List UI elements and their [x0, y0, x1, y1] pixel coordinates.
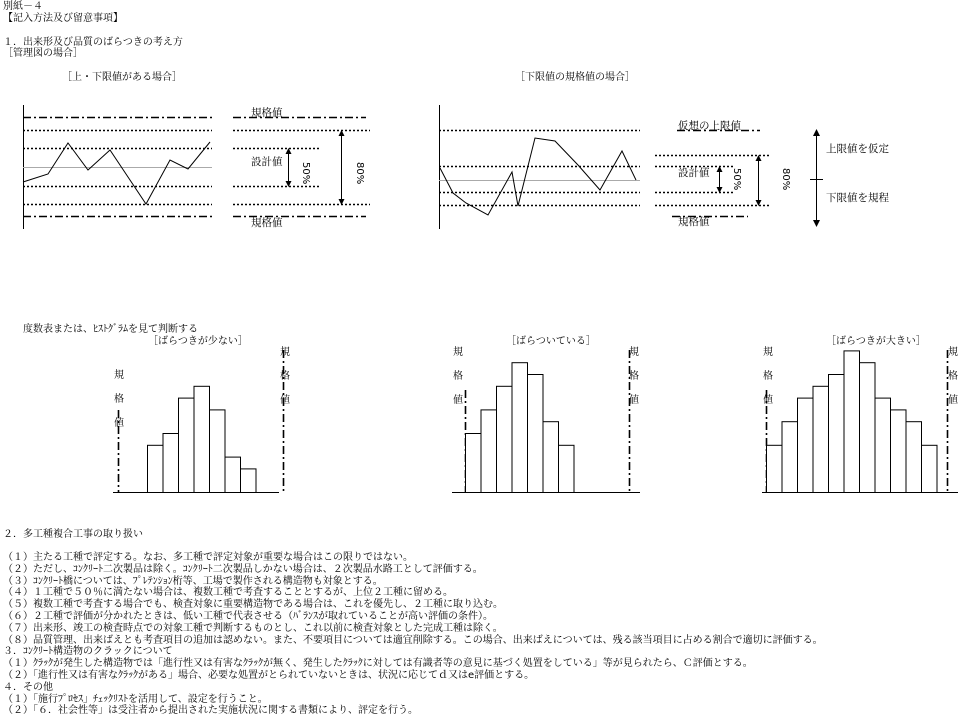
document-title: 【記入方法及び留意事項】: [3, 13, 123, 24]
hist1-bar-4: [194, 386, 210, 492]
section-3-title: ３．ｺﾝｸﾘｰﾄ構造物のクラックについて: [3, 646, 173, 658]
left-label-spec-upper: 規格値: [251, 107, 283, 119]
hist3-bar-10: [906, 422, 922, 493]
hist3-bar-2: [782, 422, 798, 493]
hist2-bar-6: [543, 422, 559, 493]
hist3-spec-left-label: 規 格 値: [763, 347, 773, 406]
right-label-virtual-upper: 仮想の上限値: [678, 120, 741, 132]
hist1-bar-7: [241, 469, 257, 493]
hist2-spec-left-label: 規 格 値: [453, 347, 463, 406]
list-item: （３）ｺﾝｸﾘｰﾄ橋については、ﾌﾟﾚﾃﾝｼｮﾝ桁等、工場で製作される構造物も対象とする。: [3, 575, 383, 587]
hist3-bar-11: [922, 445, 938, 492]
hist2-bar-1: [466, 434, 482, 493]
left-label-spec-lower: 規格値: [251, 217, 283, 229]
note-lower-spec: 下限値を規程: [826, 192, 889, 204]
hist3-bar-3: [798, 398, 814, 492]
list-item: （２）「６．社会性等」は受注者から提出された実施状況に関する書類により、評定を行う。: [3, 705, 418, 717]
hist3-bar-5: [829, 375, 845, 493]
right-label-design: 設計値: [678, 167, 710, 179]
left-label-design: 設計値: [251, 156, 283, 168]
hist1-bar-5: [210, 410, 226, 493]
hist1-bar-6: [225, 457, 241, 492]
hist3-spec-right-label: 規 格 値: [948, 347, 958, 406]
histogram-caption-3: ［ばらつきが大きい］: [826, 336, 926, 347]
hist3-bar-9: [891, 410, 907, 493]
list-item: （２）ただし、ｺﾝｸﾘｰﾄ二次製品は除く。ｺﾝｸﾘｰﾄ二次製品しかない場合は、２次製品水路工として評価する。: [3, 563, 483, 575]
left-chart-caption: ［上・下限値がある場合］: [62, 72, 182, 83]
note-assume-upper: 上限値を仮定: [826, 143, 889, 155]
notes-list: [3, 552, 958, 717]
list-item: （７）出来形、竣工の検査時点での対象工種で判断するものとし、これ以前に検査対象とした完成工種は除く。: [3, 622, 503, 634]
right-pct-80: 80%: [780, 168, 791, 191]
hist3-bar-1: [767, 445, 783, 492]
hist2-bar-3: [497, 386, 513, 492]
hist3-bar-6: [844, 351, 860, 493]
list-item: （５）複数工種で考査する場合でも、検査対象に重要構造物である場合は、これを優先し、２工種に取り込む。: [3, 599, 503, 611]
list-item: （２）「進行性又は有害なｸﾗｯｸがある」場合、必要な処置がとられていないときは、状況に応じてｄ又はe評価とする。: [3, 669, 535, 681]
list-item: （８）品質管理、出来ばえとも考査項目の追加は認めない。また、不要項目については適宜削除する。この場合、出来ばえについては、残る該当項目に占める割合で適切に評価する。: [3, 634, 823, 646]
left-pct-50: 50%: [300, 162, 311, 185]
list-item: （１）主たる工種で評定する。なお、多工種で評定対象が重要な場合はこの限りではない。: [3, 552, 413, 563]
hist1-bar-2: [163, 434, 179, 493]
list-item: （６）２工種で評価が分かれたときは、低い工種で代表させる（ﾊﾞﾗﾝｽが取れていることが高い評価の条件）。: [3, 610, 493, 622]
hist3-bar-7: [860, 363, 876, 493]
list-item: （１）「施行ﾌﾟﾛｾｽ」ﾁｪｯｸﾘｽﾄを活用して、設定を行うこと。: [3, 693, 268, 705]
list-item: （４）１工種で５０％に満たない場合は、複数工種で考査することとするが、上位２工種に留める。: [3, 587, 453, 599]
hist1-spec-right-label: 規 格 値: [280, 347, 290, 406]
hist2-bar-4: [512, 363, 528, 493]
section-2-title: ２．多工種複合工事の取り扱い: [3, 529, 143, 540]
right-pct-50: 50%: [731, 168, 742, 191]
hist2-bar-2: [481, 410, 497, 493]
histogram-intro: 度数表または、ﾋｽﾄｸﾞﾗﾑを見て判断する: [23, 324, 198, 335]
section-4-title: ４．その他: [3, 681, 53, 693]
hist2-bar-7: [559, 445, 575, 492]
section-1-title: １．出来形及び品質のばらつきの考え方: [3, 37, 183, 48]
right-label-spec: 規格値: [678, 216, 710, 228]
sheet-number: 別紙－４: [3, 1, 43, 12]
section-1-subtitle: ［管理図の場合］: [3, 48, 83, 59]
histogram-caption-2: ［ばらついている］: [506, 336, 596, 347]
histogram-caption-1: ［ばらつきが少ない］: [148, 336, 248, 347]
right-chart-caption: ［下限値の規格値の場合］: [515, 72, 635, 83]
list-item: （１）ｸﾗｯｸが発生した構造物では「進行性又は有害なｸﾗｯｸが無く、発生したｸﾗｯｸに対しては有識者等の意見に基づく処置をしている」等が見られたら、Ｃ評価とする。: [3, 658, 753, 670]
hist1-bar-1: [148, 445, 164, 492]
hist3-bar-4: [813, 386, 829, 492]
hist3-bar-8: [875, 398, 891, 492]
hist2-spec-right-label: 規 格 値: [629, 347, 639, 406]
left-pct-80: 80%: [354, 162, 365, 185]
hist1-bar-3: [179, 398, 195, 492]
hist1-spec-left-label: 規 格 値: [114, 370, 124, 429]
hist2-bar-5: [528, 375, 544, 493]
